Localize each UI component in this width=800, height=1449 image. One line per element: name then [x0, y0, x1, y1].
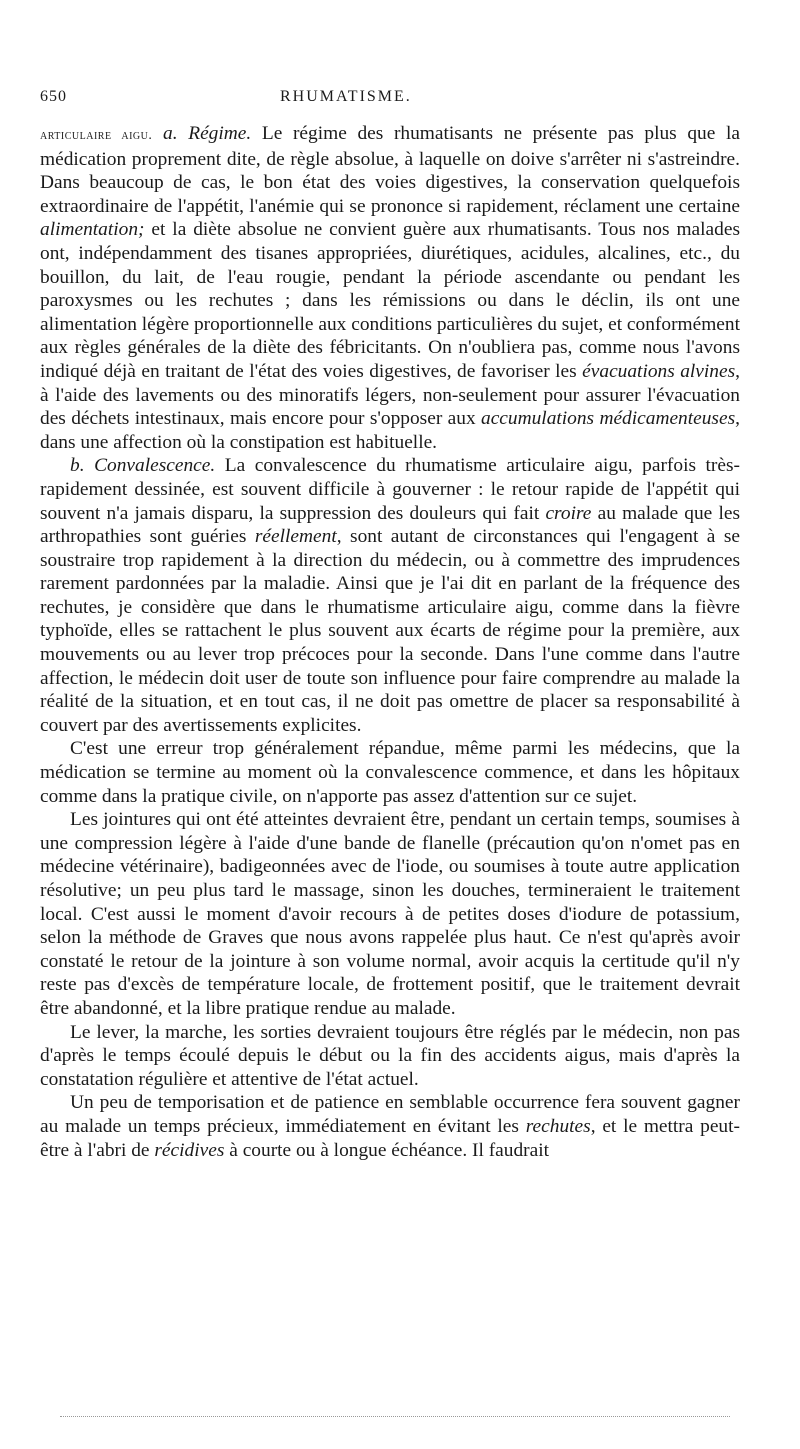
footer-divider — [60, 1416, 730, 1417]
section-lead: articulaire aigu. — [40, 128, 153, 143]
emphasis: récidives — [154, 1139, 225, 1161]
running-head — [40, 88, 740, 114]
text-run: , à l'aide des lavements ou des minoratifs légers, non-seulement pour assurer l'évacuation des déchets intestinaux, mais encore pour s'opposer aux — [40, 360, 741, 430]
paragraph-regime — [40, 122, 740, 454]
text-run: et la diète absolue ne convient guère aux rhumatisants. Tous nos malades ont, indépendamment des tisanes appropriées, diurétiques, acidules, alcalines, etc., du bouillon, du lait, de l'eau rougie, pendant la période ascendante ou pendant les paroxysmes ou les rechutes ; dans les rémissions ou dans le déclin, ils ont une alimentation légère proportionnelle aux conditions particulières du sujet, et conformément aux règles générales de la diète des fébricitants. On n'oubliera pas, comme nous l'avons indiqué déjà en traitant de l'état des voies digestives, de favoriser les — [40, 219, 740, 382]
page-number: 650 — [40, 88, 67, 105]
book-page — [40, 88, 740, 1162]
paragraph-jointures: Les jointures qui ont été atteintes devraient être, pendant un certain temps, soumises à une compression légère à l'aide d'une bande de flanelle (précaution qu'on n'omet pas en médecine vétérinaire), badigeonnées avec de l'iode, ou soumises à toute autre application résolutive; un peu plus tard le massage, sinon les douches, termineraient le traitement local. C'est aussi le moment d'avoir recours à de petites doses d'iodure de potassium, selon la méthode de Graves que nous avons rappelée plus haut. Ce n'est qu'après avoir constaté le retour de la jointure à son volume normal, avoir acquis la certitude qu'il n'y reste pas d'excès de température locale, de frottement positif, que le traitement devrait être abandonné, et la libre pratique rendue au malade. — [40, 809, 740, 1019]
body-text — [40, 122, 740, 1162]
text-run: , sont autant de circonstances qui l'engagent à se soustraire trop rapidement à la direction du médecin, ou à commettre des imprudences rarement pardonnées par la maladie. Ainsi que je l'ai dit en parlant de la fréquence des rechutes, je considère que dans le rhumatisme articulaire aigu, comme dans la fièvre typhoïde, elles se rattachent le plus souvent aux écarts de régime pour la première, aux mouvements ou au lever trop précoces pour la seconde. Dans l'une comme dans l'autre affection, le médecin doit user de toute son influence pour faire comprendre au malade la réalité de la situation, et en tout cas, il ne doit pas omettre de placer sa responsabilité à couvert par des avertissements explicites. — [40, 526, 741, 736]
paragraph-convalescence — [40, 454, 740, 737]
subsection-title-convalescence: Convalescence. — [94, 455, 216, 477]
text-run: à courte ou à longue échéance. Il faudrait — [224, 1139, 550, 1161]
emphasis: croire — [545, 502, 592, 524]
text-run: Le régime des rhumatisants ne présente pas plus que la médication proprement dite, de règle absolue, à laquelle on doive s'arrêter ni s'astreindre. Dans beaucoup de cas, le bon état des voies digestives, la conservation quelquefois extraordinaire de l'appétit, l'anémie qui se prononce si rapidement, réclament une certaine — [40, 123, 740, 217]
emphasis: évacuations alvines — [582, 360, 736, 382]
emphasis: accumulations médicamenteuses — [481, 408, 736, 430]
paragraph-lever: Le lever, la marche, les sorties devraient toujours être réglés par le médecin, non pas d'après le temps écoulé depuis le début ou la fin des accidents aigus, mais d'après la constatation régulière et attentive de l'état actuel. — [40, 1021, 740, 1090]
text-run: , et le mettra peut-être à l'abri de — [40, 1115, 740, 1161]
paragraph-erreur: C'est une erreur trop généralement répandue, même parmi les médecins, que la médication se termine au moment où la convalescence commence, et dans les hôpitaux comme dans la pratique civile, on n'apporte pas assez d'attention sur ce sujet. — [40, 738, 740, 807]
subsection-letter-b: b. — [70, 455, 85, 477]
text-run: Un peu de temporisation et de patience en semblable occurrence fera souvent gagner au malade un temps précieux, immédiatement en évitant les — [40, 1092, 740, 1137]
paragraph-temporisation — [40, 1091, 740, 1162]
text-run: La convalescence du rhumatisme articulaire aigu, parfois très-rapidement dessinée, est souvent difficile à gouverner : le retour rapide de l'appétit qui souvent n'a jamais disparu, la suppression des douleurs qui fait — [40, 455, 740, 524]
emphasis: réellement — [254, 526, 337, 548]
subsection-letter-a: a. — [163, 123, 178, 144]
text-run: , dans une affection où la constipation est habituelle. — [40, 408, 740, 453]
text-run: au malade que les arthropathies sont guéries — [40, 502, 740, 548]
emphasis: alimentation; — [40, 219, 145, 241]
subsection-title-regime: Régime. — [188, 123, 252, 144]
running-title: RHUMATISME. — [280, 88, 412, 105]
emphasis: rechutes — [525, 1115, 591, 1137]
